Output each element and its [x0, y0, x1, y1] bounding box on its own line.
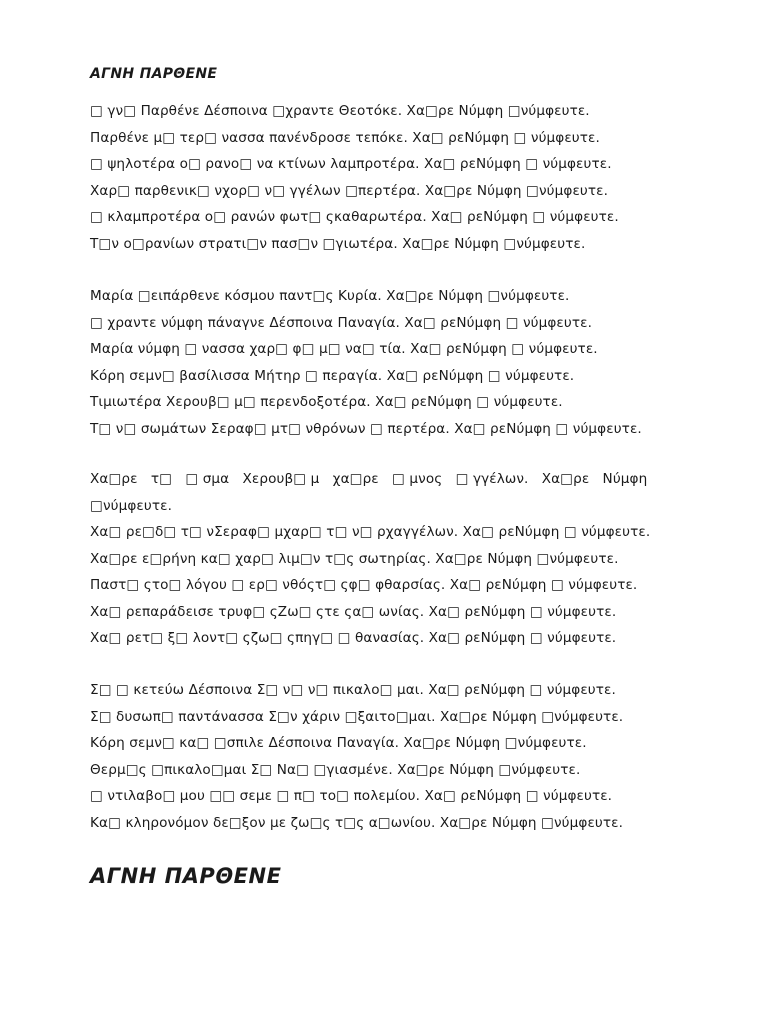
- stanza-2: [90, 283, 690, 442]
- verse-line: Τιμιωτέρα Χερουβ□ μ□ περενδοξοτέρα. Χα□ ρεΝύμφη □ νύμφευτε.: [90, 394, 563, 410]
- verse-line: Τ□ ν□ σωμάτων Σεραφ□ μτ□ νθρόνων □ περτέρα. Χα□ ρεΝύμφη □ νύμφευτε.: [90, 420, 642, 437]
- verse-line: □ κλαμπροτέρα ο□ ρανών φωτ□ ςκαθαρωτέρα. Χα□ ρεΝύμφη □ νύμφευτε.: [90, 209, 619, 225]
- document-heading-large: ΑΓΝΗ ΠΑΡΘΕΝΕ: [90, 864, 282, 888]
- verse-line: □ χραντε νύμφη πάναγνε Δέσποινα Παναγία. Χα□ ρεΝύμφη □ νύμφευτε.: [90, 314, 593, 331]
- verse-line: □ γν□ Παρθένε Δέσποινα □χραντε Θεοτόκε. Χα□ρε Νύμφη □νύμφευτε.: [90, 103, 590, 119]
- stanza-3: [90, 466, 690, 652]
- verse-line: Χαρ□ παρθενικ□ νχορ□ ν□ γγέλων □περτέρα. Χα□ρε Νύμφη □νύμφευτε.: [90, 182, 609, 199]
- verse-line: Χα□ρε τ□ □ σμα Χερουβ□ μ χα□ρε □ μνος □ γγέλων. Χα□ρε Νύμφη: [90, 471, 648, 487]
- verse-line: Κόρη σεμν□ κα□ □σπιλε Δέσποινα Παναγία. Χα□ρε Νύμφη □νύμφευτε.: [90, 735, 587, 751]
- verse-line: Χα□ ρεπαράδεισε τρυφ□ ςΖω□ ςτε ςα□ ωνίας. Χα□ ρεΝύμφη □ νύμφευτε.: [90, 603, 617, 620]
- verse-line: Μαρία □ειπάρθενε κόσμου παντ□ς Κυρία. Χα□ρε Νύμφη □νύμφευτε.: [90, 288, 570, 304]
- verse-line: Κα□ κληρονόμον δε□ξον με ζω□ς τ□ς α□ωνίου. Χα□ρε Νύμφη □νύμφευτε.: [90, 814, 624, 831]
- verse-line: Παρθένε μ□ τερ□ νασσα πανένδροσε τεπόκε. Χα□ ρεΝύμφη □ νύμφευτε.: [90, 129, 600, 146]
- verse-line: Χα□ ρε□δ□ τ□ νΣεραφ□ μχαρ□ τ□ ν□ ρχαγγέλων. Χα□ ρεΝύμφη □ νύμφευτε.: [90, 524, 651, 540]
- verse-line: Κόρη σεμν□ βασίλισσα Μήτηρ □ περαγία. Χα□ ρεΝύμφη □ νύμφευτε.: [90, 367, 575, 384]
- verse-line: Χα□ρε ε□ρήνη κα□ χαρ□ λιμ□ν τ□ς σωτηρίας. Χα□ρε Νύμφη □νύμφευτε.: [90, 550, 619, 567]
- verse-line: □νύμφευτε.: [90, 497, 172, 514]
- stanza-1: [90, 98, 690, 257]
- verse-line: Μαρία νύμφη □ νασσα χαρ□ φ□ μ□ να□ τία. Χα□ ρεΝύμφη □ νύμφευτε.: [90, 341, 598, 357]
- stanza-4: [90, 677, 690, 836]
- verse-line: Σ□ □ κετεύω Δέσποινα Σ□ ν□ ν□ πικαλο□ μαι. Χα□ ρεΝύμφη □ νύμφευτε.: [90, 682, 616, 698]
- verse-line: □ ψηλοτέρα ο□ ρανο□ να κτίνων λαμπροτέρα. Χα□ ρεΝύμφη □ νύμφευτε.: [90, 156, 612, 172]
- verse-line: □ ντιλαβο□ μου □□ σεμε □ π□ το□ πολεμίου. Χα□ ρεΝύμφη □ νύμφευτε.: [90, 788, 613, 804]
- verse-line: Σ□ δυσωπ□ παντάνασσα Σ□ν χάριν □ξαιτο□μαι. Χα□ρε Νύμφη □νύμφευτε.: [90, 708, 624, 725]
- verse-line: Παστ□ ςτο□ λόγου □ ερ□ νθόςτ□ ςφ□ φθαρσίας. Χα□ ρεΝύμφη □ νύμφευτε.: [90, 577, 638, 593]
- verse-line: Τ□ν ο□ρανίων στρατι□ν πασ□ν □γιωτέρα. Χα□ρε Νύμφη □νύμφευτε.: [90, 235, 586, 252]
- document-title: ΑΓΝΗ ΠΑΡΘΕΝΕ: [90, 66, 218, 82]
- verse-line: Θερμ□ς □πικαλο□μαι Σ□ Να□ □γιασμένε. Χα□ρε Νύμφη □νύμφευτε.: [90, 761, 581, 778]
- verse-line: Χα□ ρετ□ ξ□ λοντ□ ςζω□ ςπηγ□ □ θανασίας. Χα□ ρεΝύμφη □ νύμφευτε.: [90, 630, 617, 646]
